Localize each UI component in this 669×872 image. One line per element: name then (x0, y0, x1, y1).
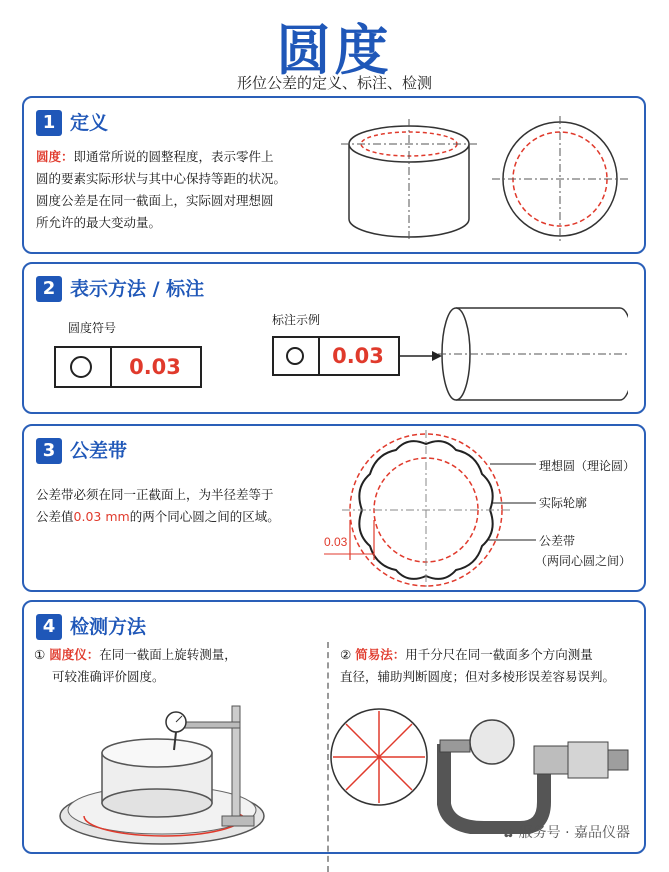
section-number: 2 (36, 276, 62, 302)
micrometer-icon (434, 714, 634, 834)
tolerance-value: 0.03 (129, 355, 181, 379)
page-subtitle: 形位公差的定义、标注、检测 (236, 74, 432, 92)
wechat-icon: ✿ (502, 825, 519, 841)
label-tolerance-band-sub: （两同心圆之间） (535, 554, 632, 568)
label-actual-contour: 实际轮廓 (539, 496, 588, 510)
section-heading: 表示方法 / 标注 (70, 278, 205, 300)
annotation-frame (272, 336, 400, 376)
example-caption: 标注示例 (272, 313, 321, 327)
symbol-cell (56, 348, 112, 386)
watermark-text: 服务号 · 嘉品仪器 (518, 825, 630, 841)
section-heading: 定义 (70, 112, 109, 134)
zone-line2-post: 的两个同心圆之间的区域。 (129, 509, 280, 524)
symbol-caption: 圆度符号 (68, 321, 117, 335)
zone-line2-pre: 公差值 (36, 509, 74, 524)
definition-line1: 即通常所说的圆整程度，表示零件上 (73, 149, 274, 164)
multi-direction-diagram (324, 702, 434, 812)
definition-line2: 圆的要素实际形状与其中心保持等距的状况。 (36, 171, 287, 186)
section-number: 3 (36, 438, 62, 464)
definition-text (36, 146, 336, 234)
roundness-tester-illustration (54, 698, 294, 848)
section-heading: 检测方法 (70, 616, 147, 638)
section-tolerance-zone (22, 424, 646, 592)
footer-watermark (502, 822, 630, 842)
method1-text (34, 644, 324, 688)
dimension-label: 0.03 (324, 535, 348, 549)
tolerance-zone-diagram (306, 430, 536, 590)
method2-index: ② (340, 647, 352, 662)
section-notation (22, 262, 646, 414)
method1-name: 圆度仪： (49, 647, 100, 662)
tolerance-value: 0.03 (332, 344, 384, 368)
zone-line1: 公差带必须在同一正截面上，为半径差等于 (36, 487, 274, 502)
section-number: 1 (36, 110, 62, 136)
roundness-symbol-icon (70, 356, 92, 378)
zone-value: 0.03 mm (73, 509, 130, 524)
cylinder-side-view (398, 300, 628, 406)
label-ideal-circle: 理想圆（理论圆） (539, 459, 636, 473)
section-definition (22, 96, 646, 254)
method1-line2: 可较准确评价圆度。 (52, 669, 165, 684)
tolerance-zone-text (36, 484, 326, 528)
definition-line3: 圆度公差是在同一截面上，实际圆对理想圆 (36, 193, 274, 208)
roundness-symbol-icon (286, 347, 304, 365)
definition-line4: 所允许的最大变动量。 (36, 215, 162, 230)
label-tolerance-band: 公差带 (539, 534, 576, 548)
section-measurement (22, 600, 646, 854)
method1-index: ① (34, 647, 46, 662)
section-number: 4 (36, 614, 62, 640)
page-title: 圆度 (276, 19, 393, 82)
circle-cross-section (490, 114, 630, 244)
method2-text (340, 644, 640, 688)
section-heading: 公差带 (70, 440, 128, 462)
cylinder-illustration (339, 114, 479, 244)
method1-line1: 在同一截面上旋转测量， (99, 647, 237, 662)
method2-line2: 直径，辅助判断圆度；但对多棱形误差容易误判。 (340, 669, 616, 684)
roundness-symbol-frame (54, 346, 202, 388)
method2-name: 简易法： (355, 647, 406, 662)
symbol-cell (274, 338, 320, 374)
method2-line1: 用千分尺在同一截面多个方向测量 (405, 647, 593, 662)
term-label: 圆度： (36, 149, 74, 164)
